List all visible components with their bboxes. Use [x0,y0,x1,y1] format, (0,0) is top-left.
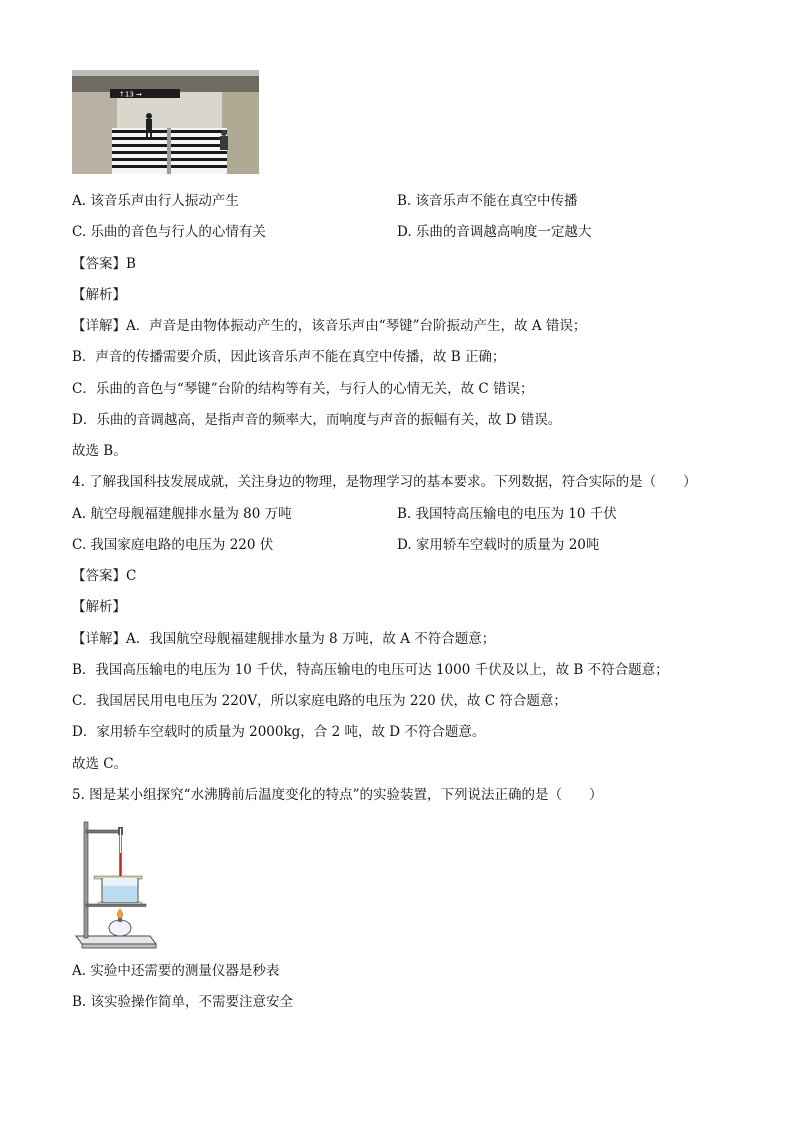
q3-answer: 【答案】B [72,256,136,272]
q4-analysis-label: 【解析】 [72,599,126,615]
q3-option-d: D. 乐曲的音调越高响度一定越大 [397,224,592,240]
q3-detail-3: C．乐曲的音色与“琴键”台阶的结构等有关，与行人的心情无关，故 C 错误； [72,381,534,397]
q3-option-b: B. 该音乐声不能在真空中传播 [397,193,578,209]
q4-option-a: A. 航空母舰福建舰排水量为 80 万吨 [72,506,292,522]
q3-detail-1: 【详解】A．声音是由物体振动产生的，该音乐声由“琴键”台阶振动产生，故 A 错误； [72,318,587,334]
q3-analysis-label: 【解析】 [72,287,126,303]
q4-option-c: C. 我国家庭电路的电压为 220 伏 [72,537,274,553]
q4-detail-2: B．我国高压输电的电压为 10 千伏，特高压输电的电压可达 1000 千伏及以上，故 B 不符合题意； [72,662,669,678]
stairs-photo [72,70,259,174]
q3-detail-2: B．声音的传播需要介质，因此该音乐声不能在真空中传播，故 B 正确； [72,349,506,365]
q4-answer: 【答案】C [72,568,137,584]
seated-person [220,130,228,150]
boiling-apparatus-figure [72,818,158,950]
q5-option-a: A. 实验中还需要的测量仪器是秒表 [72,963,280,979]
q4-conclusion: 故选 C。 [72,756,128,772]
q3-conclusion: 故选 B。 [72,443,127,459]
q4-option-b: B. 我国特高压输电的电压为 10 千伏 [397,506,617,522]
q5-stem: 5. 图是某小组探究“水沸腾前后温度变化的特点”的实验装置，下列说法正确的是（ ） [72,787,603,803]
q4-detail-1: 【详解】A．我国航空母舰福建舰排水量为 8 万吨，故 A 不符合题意； [72,631,496,647]
q4-stem: 4. 了解我国科技发展成就，关注身边的物理，是物理学习的基本要求。下列数据，符合实际的是（ ） [72,474,697,490]
q5-option-b: B. 该实验操作简单，不需要注意安全 [72,994,294,1010]
q4-detail-3: C．我国居民用电电压为 220V，所以家庭电路的电压为 220 伏，故 C 符合题意； [72,693,567,709]
q3-option-a: A. 该音乐声由行人振动产生 [72,193,239,209]
q4-detail-4: D．家用轿车空载时的质量为 2000kg，合 2 吨，故 D 不符合题意。 [72,724,486,740]
q3-detail-4: D．乐曲的音调越高，是指声音的频率大，而响度与声音的振幅有关，故 D 错误。 [72,412,562,428]
q3-option-c: C. 乐曲的音色与行人的心情有关 [72,224,266,240]
piano-stairs [112,128,227,174]
q4-option-d: D. 家用轿车空载时的质量为 20吨 [397,537,600,553]
sign-text: ↑13 ➞ [119,90,142,99]
